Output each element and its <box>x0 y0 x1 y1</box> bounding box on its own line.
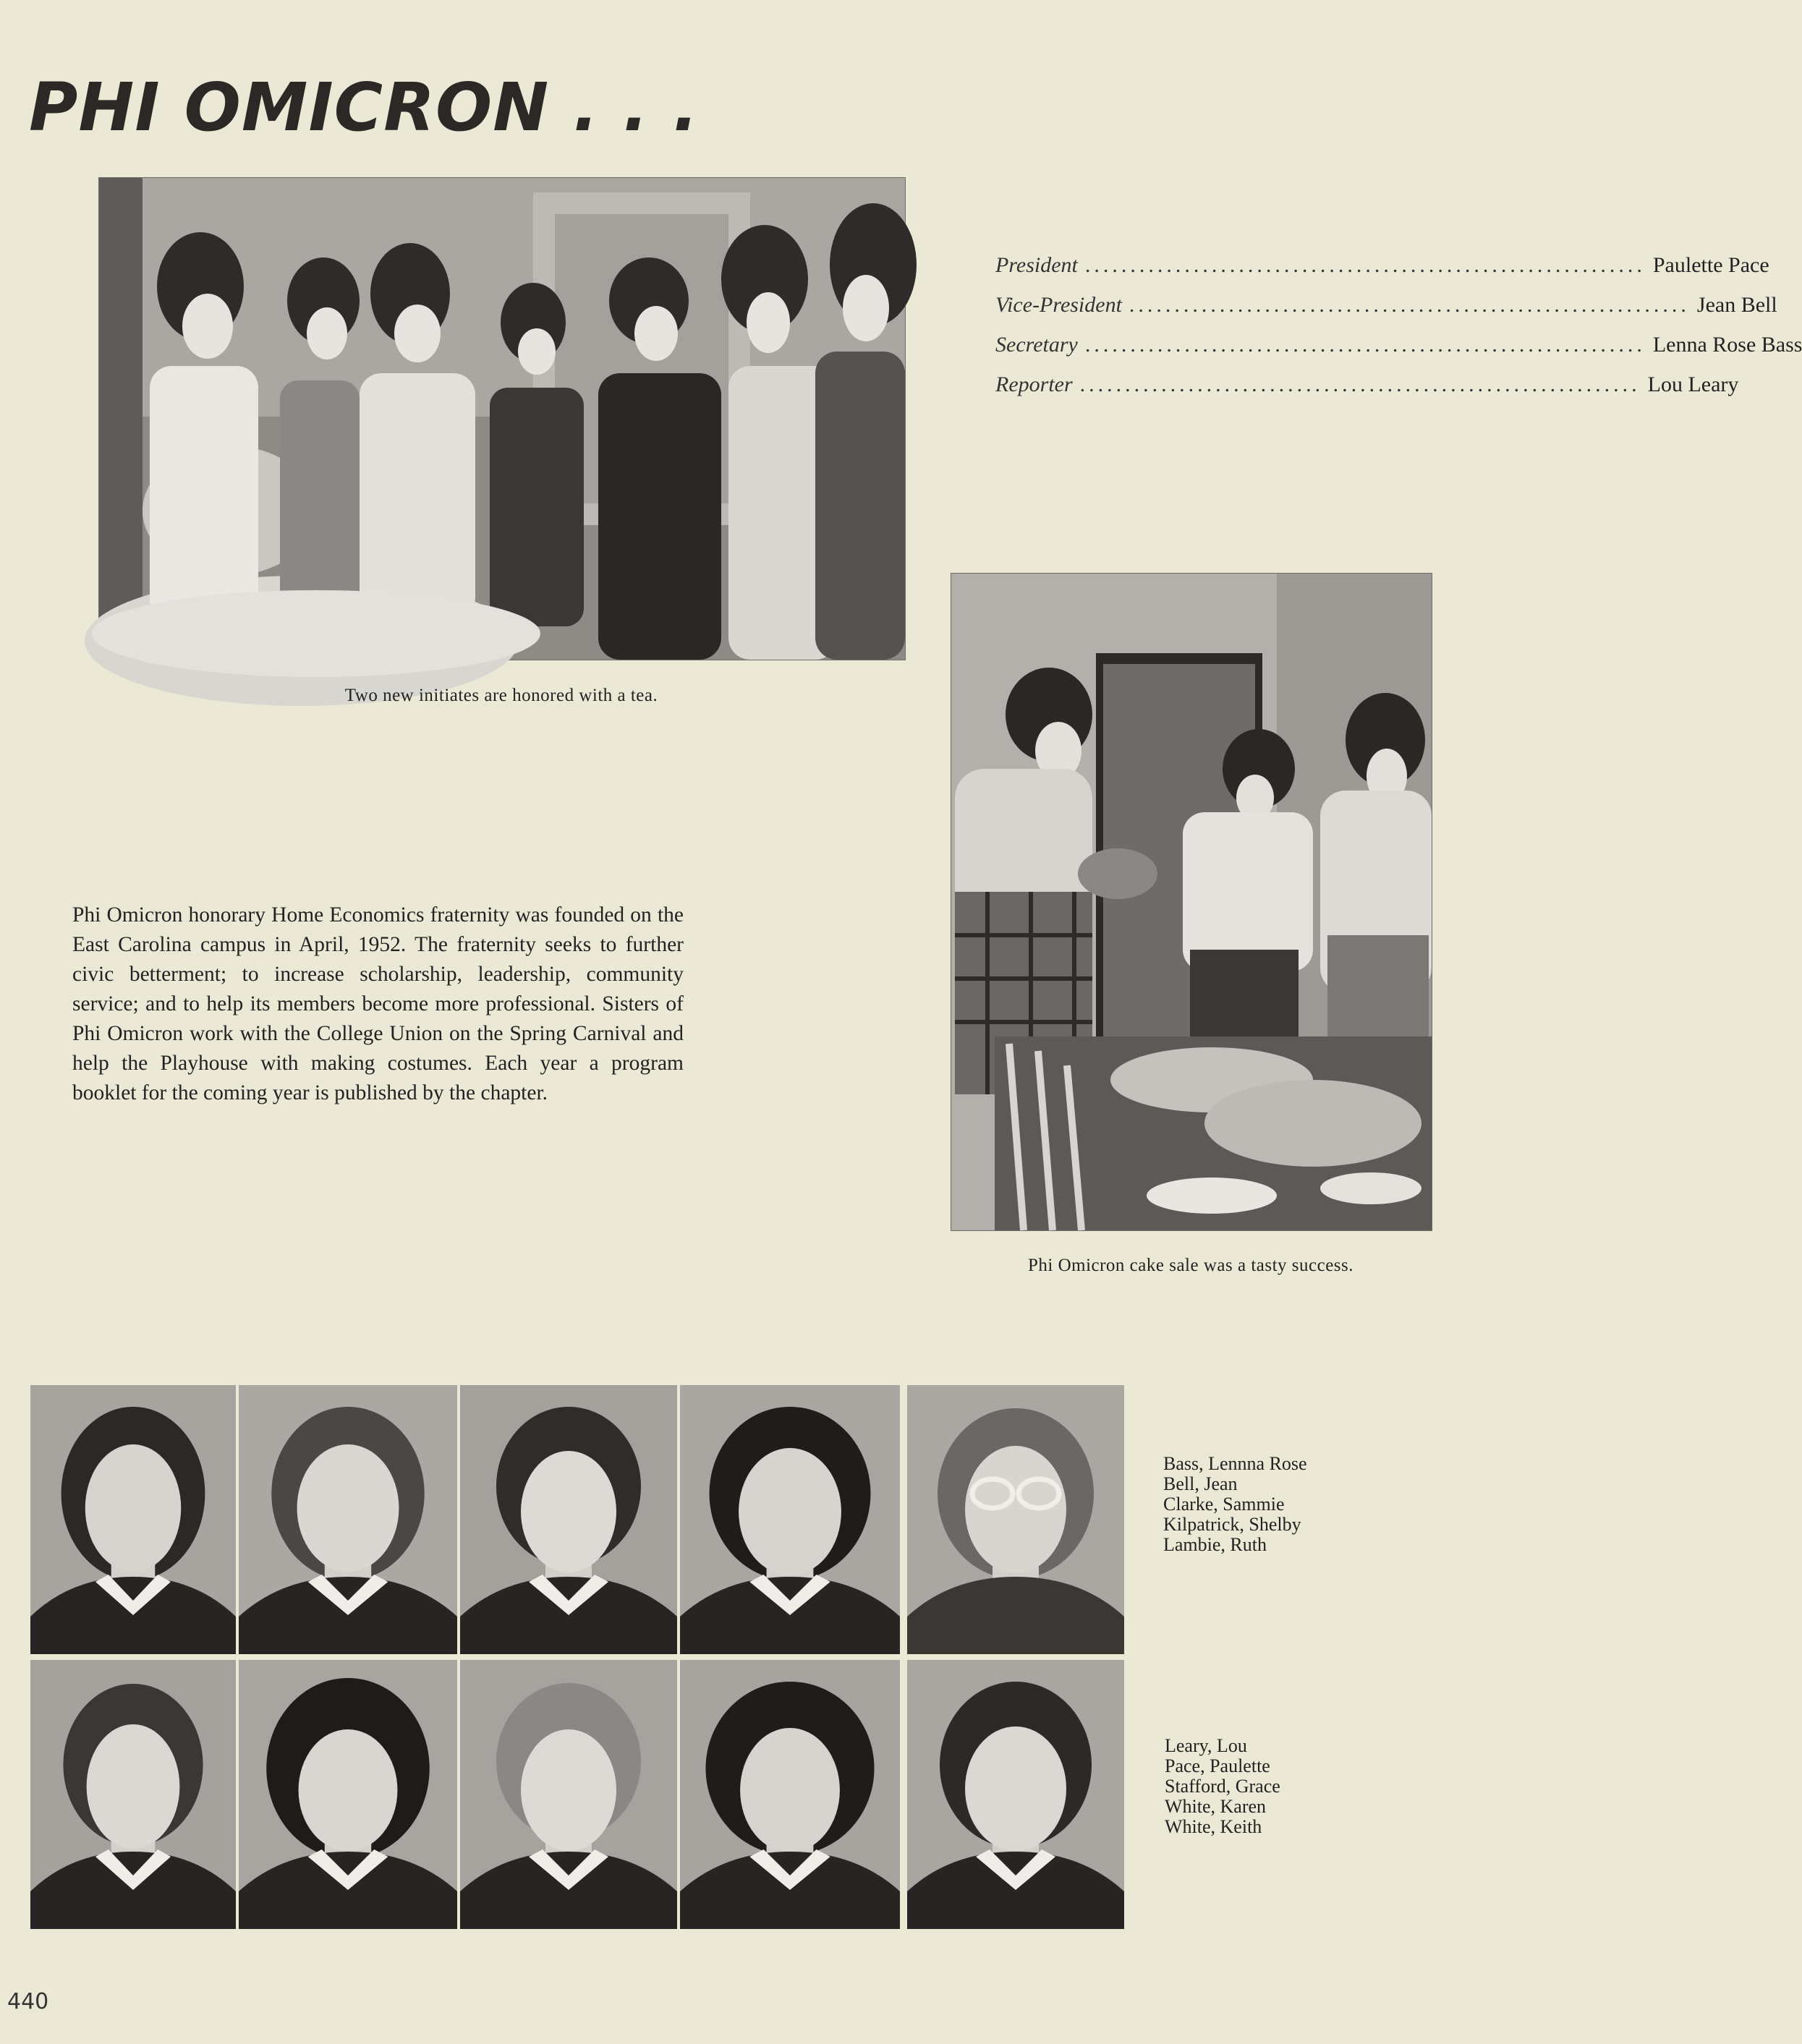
member-name: Leary, Lou <box>1165 1735 1247 1756</box>
officer-name: Lou Leary <box>1647 372 1739 396</box>
member-portrait <box>460 1385 677 1654</box>
member-portrait <box>239 1660 457 1929</box>
officer-role: Reporter <box>995 372 1073 396</box>
member-portrait-grid <box>30 1385 1124 1929</box>
officer-name: Lenna Rose Bass <box>1652 333 1802 357</box>
portrait-image <box>907 1660 1124 1929</box>
leader-dots: .............................................................. <box>1084 253 1646 277</box>
portrait-image <box>460 1660 677 1929</box>
member-name: Bell, Jean <box>1163 1473 1238 1494</box>
portrait-image <box>30 1660 236 1929</box>
body-paragraph: Phi Omicron honorary Home Economics fraternity was founded on the East Carolina campus in April, 1952. The fraternity seeks to further civic betterment; to increase scholarship, leadership, community service; and to help its members become more professional. Sisters of Phi Omicron work with the College Union on the Spring Carnival and help the Playhouse with making costumes. Each year a program booklet for the coming year is published by the chapter. <box>72 903 684 1104</box>
member-name: Stafford, Grace <box>1165 1776 1280 1797</box>
member-portrait <box>907 1385 1124 1654</box>
leader-dots: .............................................................. <box>1079 372 1641 396</box>
leader-dots: .............................................................. <box>1084 333 1646 357</box>
member-portrait <box>680 1385 900 1654</box>
portrait-image <box>680 1385 900 1654</box>
officer-row <box>995 253 1769 293</box>
member-portrait <box>460 1660 677 1929</box>
officer-role: Vice-President <box>995 293 1122 317</box>
portrait-image <box>239 1660 457 1929</box>
portrait-image <box>680 1660 900 1929</box>
page-number: 440 <box>7 1989 49 2014</box>
member-portrait <box>30 1660 236 1929</box>
officer-role: Secretary <box>995 333 1078 357</box>
officer-name: Jean Bell <box>1696 293 1777 317</box>
member-name: Bass, Lennna Rose <box>1163 1453 1307 1474</box>
tea-photo <box>98 177 906 660</box>
tea-photo-caption: Two new initiates are honored with a tea. <box>344 686 658 705</box>
portrait-image <box>30 1385 236 1654</box>
page-title: PHI OMICRON . . . <box>29 69 700 146</box>
member-name: White, Keith <box>1165 1816 1262 1837</box>
member-names-row1 <box>1163 1454 1307 1555</box>
portrait-image <box>239 1385 457 1654</box>
portrait-image <box>460 1385 677 1654</box>
leader-dots: .............................................................. <box>1129 293 1690 317</box>
officer-row <box>995 333 1802 372</box>
officer-row <box>995 293 1777 333</box>
member-names-row2 <box>1165 1736 1280 1837</box>
member-name: Pace, Paulette <box>1165 1755 1270 1776</box>
member-name: Kilpatrick, Shelby <box>1163 1514 1301 1535</box>
portrait-image <box>907 1385 1124 1654</box>
cake-sale-photo-caption: Phi Omicron cake sale was a tasty success. <box>1027 1256 1354 1275</box>
member-name: White, Karen <box>1165 1796 1267 1817</box>
cake-sale-photo-image <box>951 574 1432 1230</box>
member-portrait <box>30 1385 236 1654</box>
member-portrait <box>680 1660 900 1929</box>
member-name: Clarke, Sammie <box>1163 1494 1285 1515</box>
officers-list <box>995 253 1802 412</box>
officer-name: Paulette Pace <box>1652 253 1769 277</box>
officer-row <box>995 372 1739 412</box>
cake-sale-photo <box>951 573 1432 1231</box>
member-name: Lambie, Ruth <box>1163 1534 1267 1555</box>
member-portrait <box>239 1385 457 1654</box>
tea-photo-image <box>99 178 905 660</box>
member-portrait <box>907 1660 1124 1929</box>
officer-role: President <box>995 253 1078 277</box>
